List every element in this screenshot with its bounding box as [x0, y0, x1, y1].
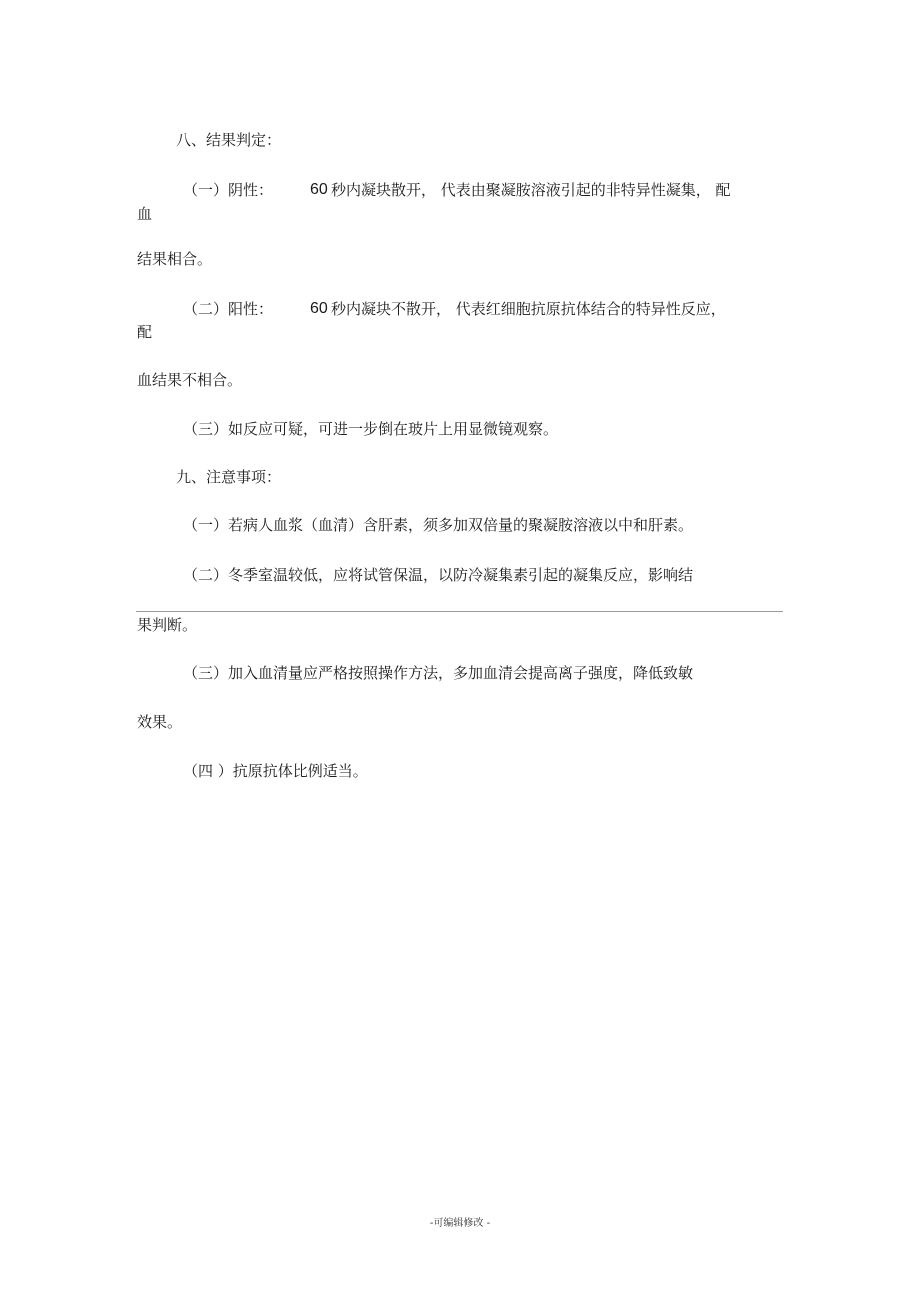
precaution-3: （三）加入血清量应严格按照操作方法，多加血清会提高离子强度，降低致敏: [183, 664, 694, 682]
result-negative-wrap-1: 血: [137, 205, 153, 223]
result-doubtful-text: （三）如反应可疑，可进一步倒在玻片上用显微镜观察。: [183, 420, 559, 438]
precaution-1: （一）若病人血浆（血清）含肝素，须多加双倍量的聚凝胺溶液以中和肝素。: [183, 516, 694, 534]
precaution-4: （四 ）抗原抗体比例适当。: [183, 762, 368, 780]
result-positive-text: 秒内凝块不散开， 代表红细胞抗原抗体结合的特异性反应，: [331, 300, 726, 318]
result-negative-wrap-2: 结果相合。: [137, 250, 213, 268]
result-positive-prefix: （二）阳性：: [183, 300, 274, 318]
result-negative-number: 60: [310, 181, 328, 198]
result-positive-wrap-1: 配: [137, 323, 153, 341]
precaution-2-wrap: 果判断。: [137, 616, 198, 634]
result-positive-number: 60: [310, 300, 328, 317]
precaution-3-wrap: 效果。: [137, 713, 183, 731]
result-negative-prefix: （一）阴性：: [183, 181, 274, 199]
precaution-2: （二）冬季室温较低，应将试管保温，以防冷凝集素引起的凝集反应，影响结: [183, 566, 694, 584]
section-heading-results: 八、结果判定：: [176, 131, 282, 149]
horizontal-rule: [136, 611, 783, 612]
result-negative-text: 秒内凝块散开， 代表由聚凝胺溶液引起的非特异性凝集， 配: [331, 181, 731, 199]
result-positive-wrap-2: 血结果不相合。: [137, 371, 243, 389]
section-heading-precautions: 九、注意事项：: [176, 468, 282, 486]
page-footer: -可编辑修改 -: [429, 1218, 491, 1229]
